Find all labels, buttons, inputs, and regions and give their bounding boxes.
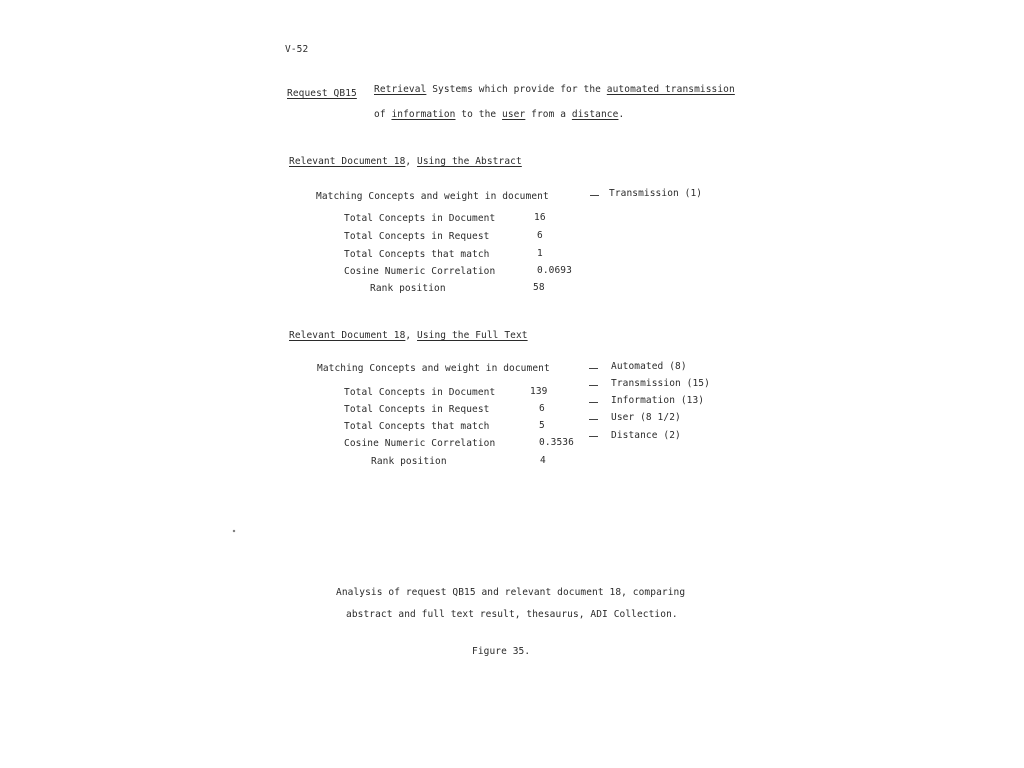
stat-value: 1 [537, 248, 543, 259]
stat-value: 0.0693 [537, 265, 572, 276]
matching-concepts-label: Matching Concepts and weight in document [316, 191, 549, 202]
request-text-segment: Systems which provide for the [426, 84, 607, 95]
request-label: Request QB15 [287, 88, 357, 99]
stat-value: 16 [534, 212, 546, 223]
figure-label: Figure 35. [472, 646, 531, 657]
match-dash [589, 402, 598, 403]
heading-separator: , [405, 156, 418, 167]
heading-using: Using the Full Text [417, 330, 528, 341]
section-heading-abstract [289, 156, 522, 167]
heading-separator: , [405, 330, 418, 341]
stat-label: Total Concepts that match [344, 249, 490, 260]
stat-value: 6 [539, 403, 545, 414]
stat-value: 0.3536 [539, 437, 574, 448]
stat-label: Cosine Numeric Correlation [344, 266, 496, 277]
match-item: Transmission (15) [611, 378, 710, 389]
caption-line1: Analysis of request QB15 and relevant document 18, comparing [336, 587, 686, 598]
stat-label: Total Concepts in Document [344, 387, 496, 398]
request-text-segment: from a [525, 109, 572, 120]
stat-label: Rank position [370, 283, 446, 294]
stat-label: Total Concepts in Request [344, 231, 490, 242]
request-text-line2 [374, 109, 624, 120]
heading-document: Relevant Document 18 [289, 330, 406, 341]
stat-label: Total Concepts that match [344, 421, 490, 432]
page-number: V-52 [285, 44, 309, 55]
match-dash [589, 385, 598, 386]
match-dash [589, 419, 598, 420]
match-item: Information (13) [611, 395, 705, 406]
caption-line2: abstract and full text result, thesaurus, ADI Collection. [346, 609, 678, 620]
match-item: Transmission (1) [609, 188, 703, 199]
request-text-segment: to the [455, 109, 503, 120]
stat-value: 5 [539, 420, 545, 431]
stat-label: Total Concepts in Request [344, 404, 490, 415]
match-dash [589, 436, 598, 437]
section-heading-full-text [289, 330, 528, 341]
request-underlined-term: user [502, 109, 526, 120]
request-underlined-term: automated transmission [606, 84, 735, 95]
match-item: Automated (8) [611, 361, 687, 372]
request-text-segment: of [374, 109, 392, 120]
heading-document: Relevant Document 18 [289, 156, 406, 167]
stat-label: Total Concepts in Document [344, 213, 496, 224]
stat-value: 6 [537, 230, 543, 241]
stat-label: Rank position [371, 456, 447, 467]
request-underlined-term: information [391, 109, 456, 120]
request-text-segment: . [618, 109, 625, 120]
match-item: Distance (2) [611, 430, 681, 441]
match-dash [590, 195, 599, 196]
match-dash [589, 368, 598, 369]
match-item: User (8 1/2) [611, 412, 681, 423]
scan-mark [233, 530, 236, 533]
request-underlined-term: Retrieval [374, 84, 427, 95]
stat-label: Cosine Numeric Correlation [344, 438, 496, 449]
heading-using: Using the Abstract [417, 156, 522, 167]
matching-concepts-label: Matching Concepts and weight in document [317, 363, 550, 374]
stat-value: 139 [530, 386, 548, 397]
request-underlined-term: distance [571, 109, 619, 120]
stat-value: 4 [540, 455, 546, 466]
stat-value: 58 [533, 282, 545, 293]
request-text-line1 [374, 84, 735, 95]
